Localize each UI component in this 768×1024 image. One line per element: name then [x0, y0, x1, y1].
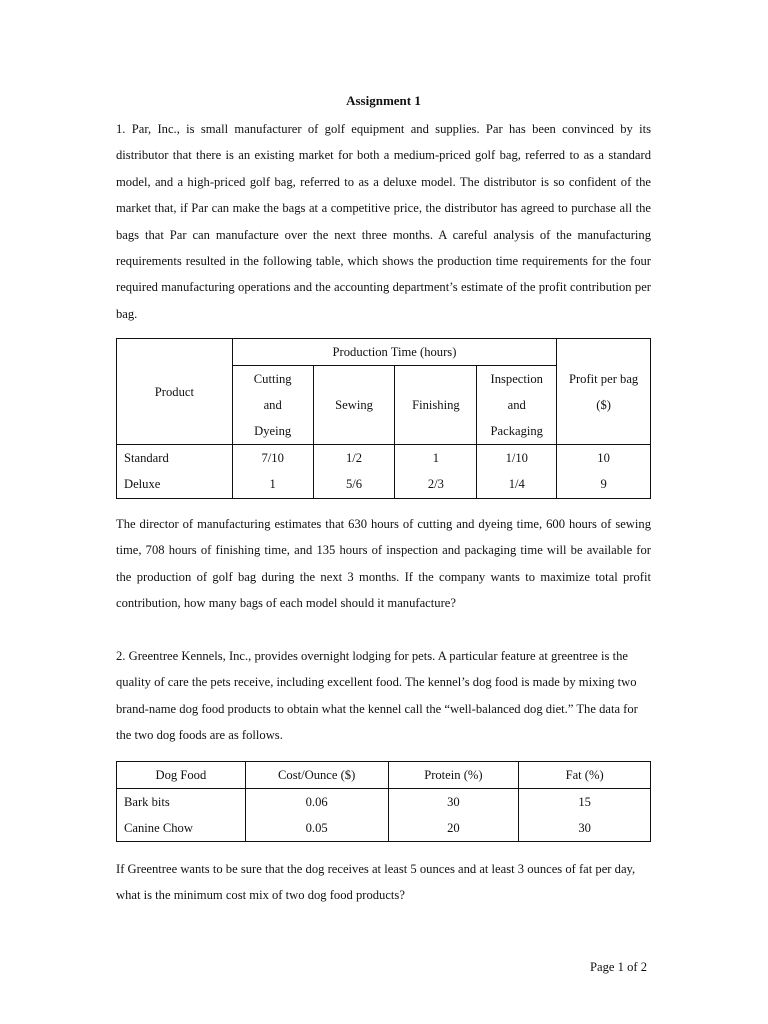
inspection-line2: and	[507, 398, 526, 412]
finishing-header: Finishing	[395, 366, 477, 445]
finishing-cell: 2/3	[395, 471, 477, 498]
food-cell: Canine Chow	[117, 815, 246, 842]
cost-cell: 0.06	[245, 789, 388, 816]
question-1-text: 1. Par, Inc., is small manufacturer of golf equipment and supplies. Par has been convinced by its distributor that there is an existing market for both a medium-priced golf bag, referred to as a standard model, and a high-priced golf bag, referred to as a deluxe model. The distributor is so confident of the market that, if Par can make the bags at a competitive price, the distributor has agreed to purchase all the bags that Par can manufacture over the next three months. A careful analysis of the manufacturing requirements resulted in the following table, which shows the production time requirements for the four required manufacturing operations and the accounting department’s estimate of the profit contribution per bag.	[116, 122, 651, 321]
fat-header: Fat (%)	[519, 762, 651, 789]
production-time-header: Production Time (hours)	[232, 339, 556, 366]
sewing-cell: 5/6	[313, 471, 395, 498]
fat-cell: 30	[519, 815, 651, 842]
cost-cell: 0.05	[245, 815, 388, 842]
table-row	[117, 789, 651, 816]
cutting-line1: Cutting	[253, 372, 292, 386]
cutting-line2: and	[263, 398, 282, 412]
table-row	[117, 445, 651, 472]
protein-cell: 20	[388, 815, 519, 842]
cost-header: Cost/Ounce ($)	[245, 762, 388, 789]
profit-header-line1: Profit per bag	[568, 371, 639, 386]
cutting-cell: 7/10	[232, 445, 313, 472]
fat-cell: 15	[519, 789, 651, 816]
sewing-header: Sewing	[313, 366, 395, 445]
question-2-text: 2. Greentree Kennels, Inc., provides overnight lodging for pets. A particular feature at greentree is the quality of care the pets receive, including excellent food. The kennel’s dog food is made by mixing two brand-name dog food products to obtain what the kennel call the “well-balanced dog diet.” The data for the two dog foods are as follows.	[116, 649, 638, 743]
document-title: Assignment 1	[346, 93, 421, 108]
protein-header: Protein (%)	[388, 762, 519, 789]
profit-header-line2: ($)	[596, 397, 611, 412]
product-cell: Deluxe	[117, 471, 233, 498]
profit-header	[557, 339, 651, 445]
table-row	[117, 471, 651, 498]
product-header: Product	[117, 339, 233, 445]
protein-cell: 30	[388, 789, 519, 816]
inspection-cell: 1/10	[477, 445, 557, 472]
table-header-row	[117, 762, 651, 789]
page-number: Page 1 of 2	[590, 960, 648, 974]
table-row	[117, 815, 651, 842]
profit-cell: 10	[557, 445, 651, 472]
dog-food-table	[116, 761, 651, 842]
profit-cell: 9	[557, 471, 651, 498]
question-1-prompt: The director of manufacturing estimates that 630 hours of cutting and dyeing time, 600 hours of sewing time, 708 hours of finishing time, and 135 hours of inspection and packaging time will be available for the production of golf bag during the next 3 months. If the company wants to maximize total profit contribution, how many bags of each model should it manufacture?	[116, 517, 651, 611]
cutting-cell: 1	[232, 471, 313, 498]
inspection-line1: Inspection	[490, 372, 543, 386]
finishing-cell: 1	[395, 445, 477, 472]
question-2-prompt: If Greentree wants to be sure that the dog receives at least 5 ounces and at least 3 ounces of fat per day, what is the minimum cost mix of two dog food products?	[116, 862, 636, 903]
product-cell: Standard	[117, 445, 233, 472]
sewing-cell: 1/2	[313, 445, 395, 472]
food-cell: Bark bits	[117, 789, 246, 816]
inspection-cell: 1/4	[477, 471, 557, 498]
cutting-dyeing-header	[232, 366, 313, 445]
cutting-line3: Dyeing	[254, 424, 292, 438]
dog-food-header: Dog Food	[117, 762, 246, 789]
inspection-line3: Packaging	[490, 424, 543, 438]
inspection-packaging-header	[477, 366, 557, 445]
production-time-table	[116, 338, 651, 499]
